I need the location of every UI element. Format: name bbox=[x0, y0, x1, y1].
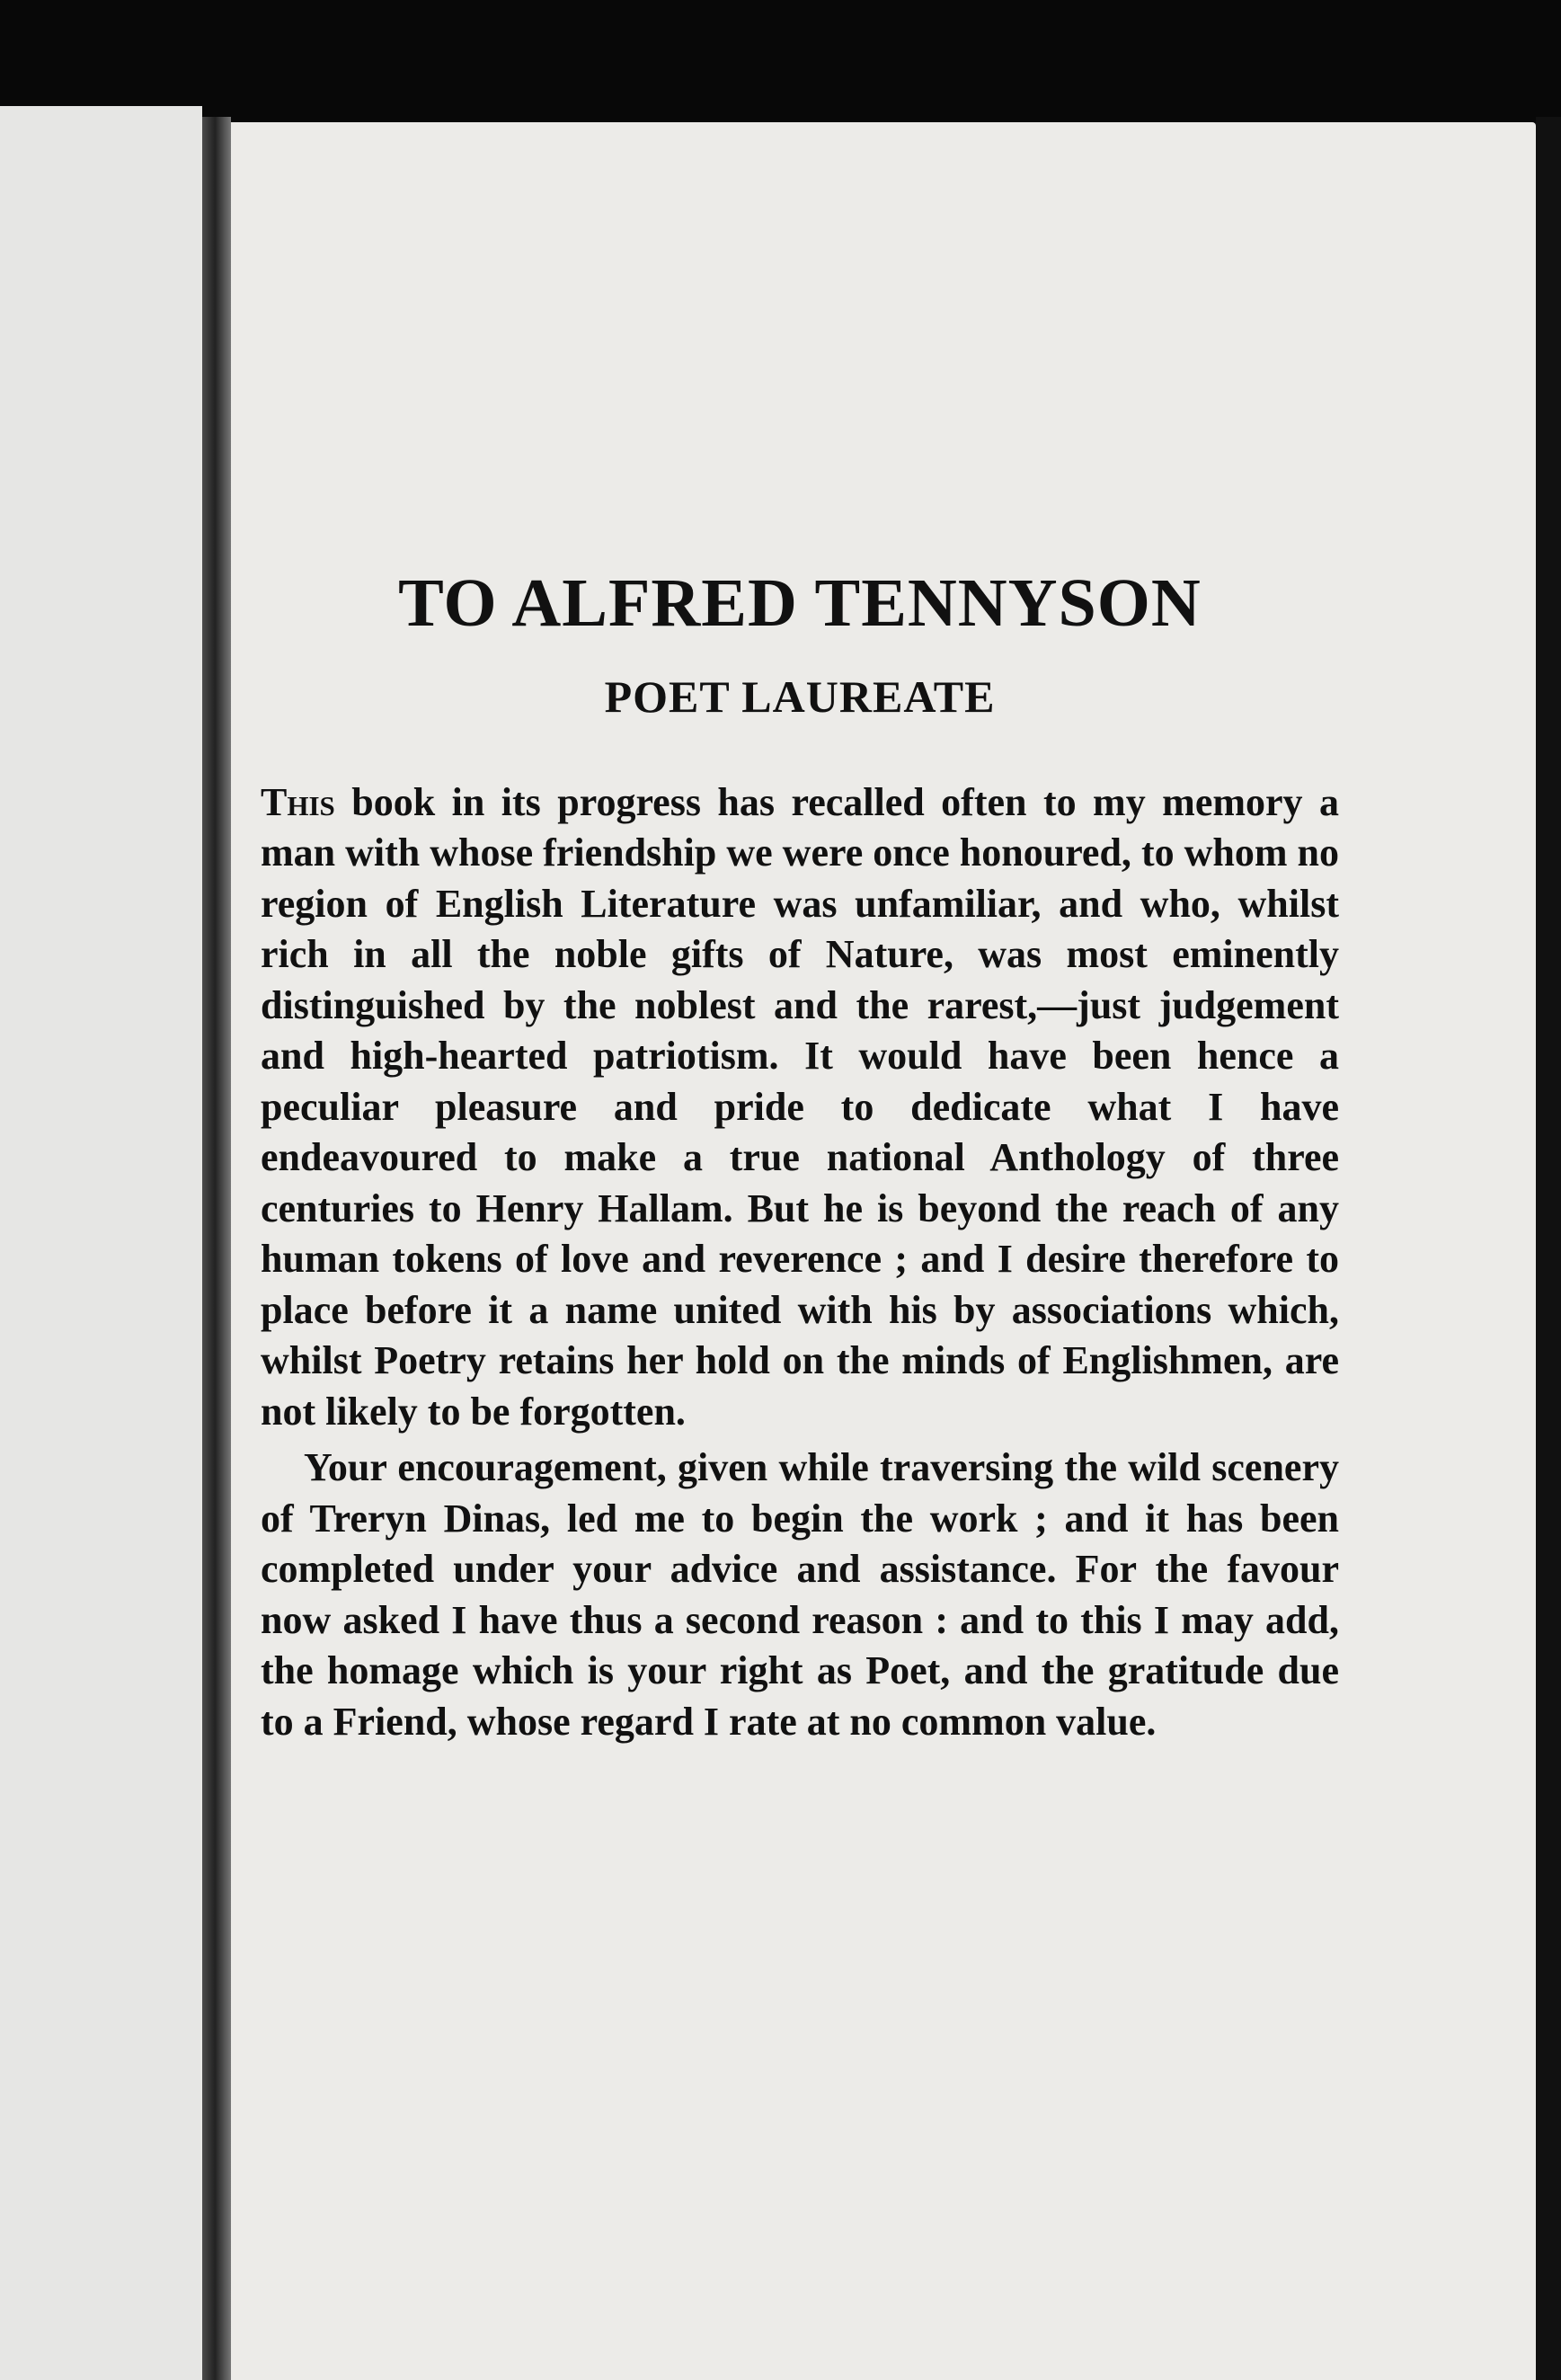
dedication-paragraph-1 bbox=[261, 777, 1339, 1438]
facing-page-edge bbox=[0, 106, 202, 2380]
paragraph-lead-word: This bbox=[261, 779, 335, 824]
scan-right-border bbox=[1536, 117, 1561, 2380]
dedication-subtitle: POET LAUREATE bbox=[604, 670, 996, 722]
book-gutter bbox=[202, 117, 231, 2380]
dedication-paragraph-2: Your encouragement, given while traversing the wild scenery of Treryn Dinas, led me to begin the work ; and it has been completed under your advice and assistance. For the favour now asked I have thus a second reason : and to this I may add, the homage which is your right as Poet, and the gratitude due to a Friend, whose regard I rate at no common value. bbox=[261, 1445, 1339, 1744]
dedication-section bbox=[261, 566, 1339, 1747]
scan-top-border bbox=[0, 0, 1561, 126]
dedication-title: TO ALFRED TENNYSON bbox=[398, 565, 1202, 641]
paragraph-1-text: book in its progress has recalled often to my memory a man with whose friendship we were once honoured, to whom no region of English Literature was unfamiliar, and who, whilst rich in all the noble gifts of Nature, was most eminently distinguished by the noblest and the rarest,—just judgement and high-hearted patriotism. It would have been hence a peculiar pleasure and pride to dedicate what I have endeavoured to make a true national Anthology of three centuries to Henry Hallam. But he is beyond the reach of any human tokens of love and reverence ; and I desire therefore to place before it a name united with his by associations which, whilst Poetry retains her hold on the minds of Englishmen, are not likely to be forgotten. bbox=[261, 779, 1339, 1434]
